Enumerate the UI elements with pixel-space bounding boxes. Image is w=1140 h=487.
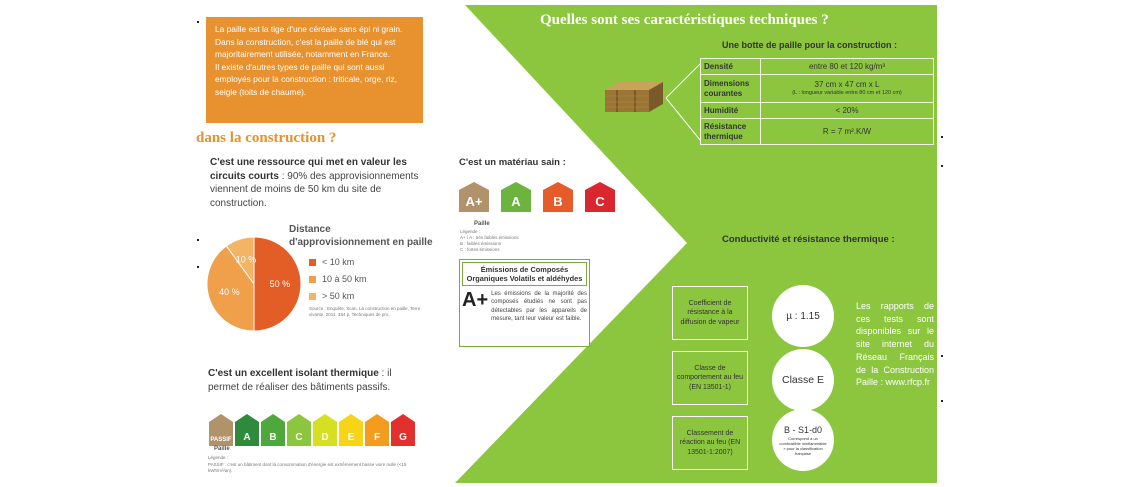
tech-subtitle: Une botte de paille pour la construction : [722, 40, 898, 50]
section-title: dans la construction ? [196, 130, 337, 146]
energy-class-badge: PASSIF [209, 422, 233, 446]
table-value-cell [761, 75, 934, 103]
legend-label: < 10 km [322, 257, 355, 267]
sain-title: C'est un matériau sain : [459, 157, 566, 168]
energy-legend-title: Légende : [208, 455, 229, 460]
isolant-text: : il permet de réaliser des bâtiments passifs. [208, 368, 392, 393]
pie-legend-item [309, 257, 354, 267]
sain-badge-row [459, 190, 615, 212]
pie-title-line: d'approvisionnement en paille [289, 237, 433, 248]
isolant-paragraph [208, 367, 423, 394]
circuits-paragraph [210, 156, 422, 210]
sain-legend-line: A+ / A : très faibles émissions [460, 235, 519, 240]
straw-bale-image [603, 80, 665, 114]
energy-caption: Paille [214, 446, 230, 452]
energy-class-badge: F [365, 422, 389, 446]
margin-dot [941, 400, 943, 402]
health-class-badge: B [543, 190, 573, 212]
legend-swatch [309, 293, 316, 300]
pie-legend-item [309, 274, 367, 284]
sain-legend-line: B : faibles émissions [460, 241, 502, 246]
fire-reaction-note: Correspond à un combustible ininflammable » pour la classification française [779, 435, 827, 456]
margin-dot [197, 21, 199, 23]
table-value: entre 80 et 120 kg/m³ [761, 59, 934, 75]
intro-line: Dans la construction, c'est la paille de blé qui est majoritairement utilisée, notamment en France. [215, 36, 396, 60]
tech-title: Quelles sont ses caractéristiques techniques ? [540, 12, 829, 28]
pie-slice-label: 50 % [269, 279, 291, 289]
table-key: Humidité [701, 103, 761, 119]
voc-body [462, 290, 587, 324]
table-value: < 20% [761, 103, 934, 119]
energy-legend-text: PASSIF : c'est un bâtiment dont la consommation d'énergie est extrêmement basse voire nulle (<15 kWh/m²/an). [208, 462, 407, 473]
vapour-resistance-box: Coefficient de résistance à la diffusion de vapeur [672, 286, 748, 340]
pie-title [289, 223, 433, 249]
margin-dot [197, 266, 199, 268]
fire-class-circle: Classe E [772, 349, 834, 411]
pie-title-line: Distance [289, 224, 331, 235]
sain-legend-title: Légende : [460, 229, 481, 234]
intro-box [206, 17, 423, 123]
energy-class-badge: B [261, 422, 285, 446]
pie-legend-item [309, 291, 354, 301]
table-key: Densité [701, 59, 761, 75]
margin-dot [197, 239, 199, 241]
intro-line: La paille est la tige d'une céréale sans épi ni grain. [215, 24, 403, 34]
energy-class-badge: C [287, 422, 311, 446]
table-key: Résistance thermique [701, 119, 761, 145]
fire-behaviour-box: Classe de comportement au feu (EN 13501-1) [672, 351, 748, 405]
legend-swatch [309, 259, 316, 266]
table-key: Dimensions courantes [701, 75, 761, 103]
energy-label-row [209, 422, 415, 446]
tech-table [700, 58, 934, 145]
conductivity-title: Conductivité et résistance thermique : [722, 234, 895, 245]
table-row [701, 75, 934, 103]
pie-slice-label: 40 % [219, 286, 240, 297]
margin-dot [941, 165, 943, 167]
intro-line: Il existe d'autres types de paille qui sont aussi employés pour la construction : triticale, orge, riz, seigle (toits de chaume). [215, 61, 398, 97]
voc-text: Les émissions de la majorité des composés étudiés ne sont pas détectables par les appareils de mesure, tant leur valeur est faible. [491, 291, 587, 323]
tests-note: Les rapports de ces tests sont disponibles sur le site internet du Réseau Français de la Construction Paille : www.rfcp.fr [856, 301, 934, 388]
energy-class-badge: A [235, 422, 259, 446]
circuits-bold: C'est une ressource qui met en valeur les circuits courts [210, 157, 407, 182]
table-row [701, 119, 934, 145]
sain-caption: Paille [474, 221, 490, 227]
circuits-text: : 90% des approvisionnements viennent de moins de 50 km du site de construction. [210, 170, 419, 209]
legend-label: > 50 km [322, 291, 355, 301]
table-row [701, 59, 934, 75]
fire-reaction-value: B - S1-d0 [783, 424, 823, 435]
pie-chart [206, 236, 302, 332]
health-class-badge: A [501, 190, 531, 212]
table-value-note: (L : longueur variable entre 80 cm et 120 cm) [792, 90, 902, 96]
margin-dot [941, 355, 943, 357]
isolant-bold: C'est un excellent isolant thermique [208, 368, 379, 379]
mu-value-circle: µ : 1.15 [772, 285, 834, 347]
health-class-badge: A+ [459, 190, 489, 212]
table-value: 37 cm x 47 cm x L [814, 80, 880, 89]
energy-class-badge: E [339, 422, 363, 446]
legend-label: 10 à 50 km [322, 274, 367, 284]
energy-class-badge: D [313, 422, 337, 446]
legend-swatch [309, 276, 316, 283]
margin-dot [941, 136, 943, 138]
voc-title: Émissions de Composés Organiques Volatils et aldéhydes [462, 262, 587, 286]
pie-source: Source : Enquête, Scan. La construction en paille, Terre vivante, 2011, 384 p. Techniques de pro. [309, 306, 421, 317]
energy-class-badge: G [391, 422, 415, 446]
table-row [701, 103, 934, 119]
voc-box [459, 259, 590, 347]
table-connector-lines [666, 62, 702, 142]
voc-grade: A+ [462, 289, 489, 311]
fire-reaction-box: Classement de réaction au feu (EN 13501-1:2007) [672, 416, 748, 470]
fire-reaction-circle [772, 409, 834, 471]
pie-slice-label: 10 % [235, 254, 257, 265]
sain-legend-line: C : fortes émissions [460, 247, 500, 252]
health-class-badge: C [585, 190, 615, 212]
table-value: R = 7 m².K/W [761, 119, 934, 145]
